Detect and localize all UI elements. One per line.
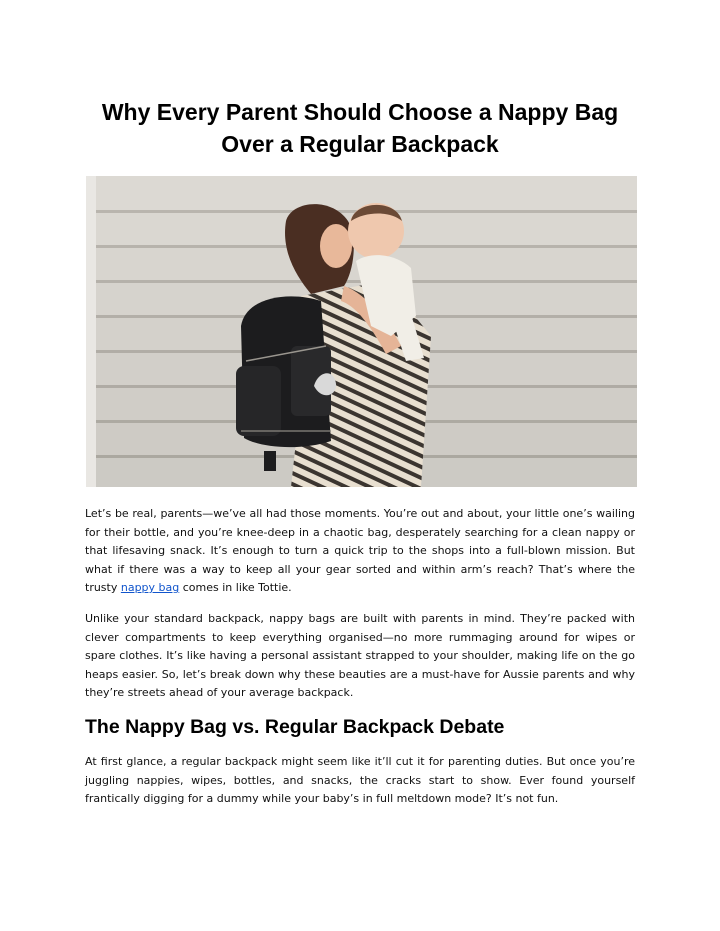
intro-paragraph xyxy=(85,505,635,598)
title-line-1: Why Every Parent Should Choose a Nappy Bag xyxy=(101,99,619,125)
title-line-2: Over a Regular Backpack xyxy=(221,131,499,157)
body-paragraph-2: At first glance, a regular backpack might seem like it’ll cut it for parenting duties. But once you’re juggling nappies, wipes, bottles, and snacks, the cracks start to show. Ever found yourself frantically digging for a dummy while your baby’s in full meltdown mode? It’s not fun. xyxy=(85,755,635,805)
section-heading: The Nappy Bag vs. Regular Backpack Debate xyxy=(85,716,505,738)
hero-photo xyxy=(86,176,637,487)
intro-text: Let’s be real, parents—we’ve all had those moments. You’re out and about, your little one’s wailing for their bottle, and you’re knee-deep in a chaotic bag, desperately searching for a clean nappy or that lifesaving snack. It’s enough to turn a quick trip to the shops into a full-blown mission. But what if there was a way to keep all your gear sorted and within arm’s reach? That’s where the trusty xyxy=(85,507,635,594)
hero-photo-illustration xyxy=(86,176,637,487)
body-paragraph-1: Unlike your standard backpack, nappy bags are built with parents in mind. They’re packed with clever compartments to keep everything organised—no more rummaging around for wipes or spare clothes. It’s like having a personal assistant strapped to your shoulder, making life on the go heaps easier. So, let’s break down why these beauties are a must-have for Aussie parents and why they’re streets ahead of your average backpack. xyxy=(85,612,635,699)
page-title xyxy=(80,96,640,160)
nappy-bag-link[interactable]: nappy bag xyxy=(120,581,180,594)
intro-text-end: comes in like Tottie. xyxy=(179,581,292,594)
